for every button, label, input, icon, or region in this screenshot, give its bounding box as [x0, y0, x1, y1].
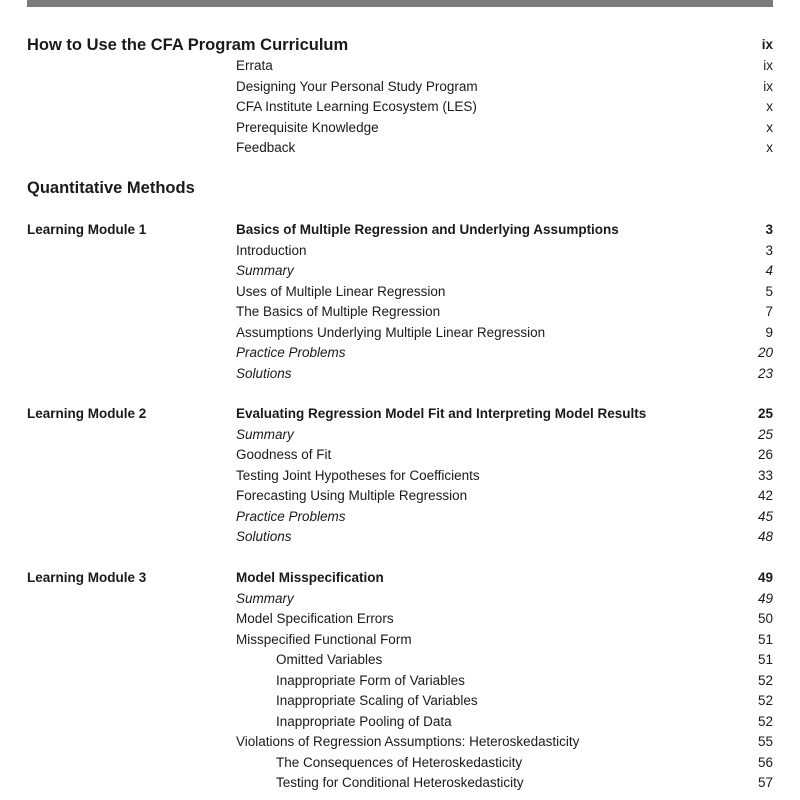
toc-entry-title[interactable]: Summary — [236, 427, 294, 442]
toc-entry-page: 52 — [757, 673, 773, 688]
toc-entry-title[interactable]: Testing Joint Hypotheses for Coefficients — [236, 468, 480, 483]
toc-entry-title[interactable]: Solutions — [236, 529, 292, 544]
toc-entry-title[interactable]: Goodness of Fit — [236, 447, 332, 462]
section-heading: Quantitative Methods — [27, 179, 195, 197]
toc-entry-page: 9 — [765, 325, 773, 340]
header-rule — [27, 0, 773, 7]
toc-entry-title[interactable]: CFA Institute Learning Ecosystem (LES) — [236, 99, 477, 114]
toc-subentry-title[interactable]: Omitted Variables — [276, 652, 383, 667]
module-title[interactable]: Evaluating Regression Model Fit and Interpreting Model Results — [236, 406, 647, 421]
toc-entry-page: 50 — [757, 611, 773, 626]
toc-subentry-title[interactable]: Testing for Conditional Heteroskedasticity — [276, 775, 524, 790]
toc-entry-page: 51 — [757, 632, 773, 647]
toc-entry-page: x — [766, 120, 773, 135]
toc-entry-title[interactable]: Forecasting Using Multiple Regression — [236, 488, 468, 503]
toc-entry-title[interactable]: Designing Your Personal Study Program — [236, 79, 478, 94]
module-page: 49 — [757, 570, 773, 585]
module-title[interactable]: Basics of Multiple Regression and Underlying Assumptions — [236, 222, 619, 237]
toc-entry-title[interactable]: Errata — [236, 58, 273, 73]
toc-entry-page: x — [766, 140, 773, 155]
module-page: 25 — [757, 406, 773, 421]
toc-entry-title[interactable]: Practice Problems — [236, 509, 346, 524]
toc-entry-page: 23 — [757, 366, 773, 381]
toc-entry-page: 48 — [757, 529, 773, 544]
toc-entry-page: 26 — [757, 447, 773, 462]
toc-entry-page: 55 — [757, 734, 773, 749]
toc-entry-page: 51 — [757, 652, 773, 667]
toc-entry-title[interactable]: Prerequisite Knowledge — [236, 120, 379, 135]
front-matter-page: ix — [761, 37, 773, 52]
toc-entry-page: 25 — [757, 427, 773, 442]
toc-entry-page: 33 — [757, 468, 773, 483]
toc-entry-title[interactable]: Summary — [236, 263, 294, 278]
toc-entry-page: 3 — [765, 243, 773, 258]
toc-entry-page: ix — [763, 79, 773, 94]
toc-entry-title[interactable]: Assumptions Underlying Multiple Linear Regression — [236, 325, 546, 340]
front-matter-title: How to Use the CFA Program Curriculum — [27, 36, 349, 54]
toc-subentry-title[interactable]: Inappropriate Scaling of Variables — [276, 693, 478, 708]
toc-entry-title[interactable]: Practice Problems — [236, 345, 346, 360]
module-title[interactable]: Model Misspecification — [236, 570, 384, 585]
toc-subentry-title[interactable]: Inappropriate Pooling of Data — [276, 714, 452, 729]
module-page: 3 — [765, 222, 773, 237]
toc-entry-page: 20 — [757, 345, 773, 360]
toc-entry-page: x — [766, 99, 773, 114]
toc-entry-page: 5 — [765, 284, 773, 299]
toc-entry-page: 4 — [765, 263, 773, 278]
toc-entry-page: 52 — [757, 714, 773, 729]
toc-entry-page: 56 — [757, 755, 773, 770]
toc-entry-page: 7 — [765, 304, 773, 319]
module-label: Learning Module 1 — [27, 222, 147, 237]
toc-subentry-title[interactable]: Inappropriate Form of Variables — [276, 673, 465, 688]
toc-entry-title[interactable]: Uses of Multiple Linear Regression — [236, 284, 446, 299]
toc-entry-title[interactable]: Violations of Regression Assumptions: Heteroskedasticity — [236, 734, 580, 749]
toc-entry-page: 49 — [757, 591, 773, 606]
module-label: Learning Module 3 — [27, 570, 147, 585]
toc-entry-page: 42 — [757, 488, 773, 503]
toc-entry-page: 45 — [757, 509, 773, 524]
toc-entry-title[interactable]: Solutions — [236, 366, 292, 381]
toc-entry-page: 57 — [757, 775, 773, 790]
toc-entry-title[interactable]: Feedback — [236, 140, 296, 155]
toc-subentry-title[interactable]: The Consequences of Heteroskedasticity — [276, 755, 523, 770]
toc-entry-page: 52 — [757, 693, 773, 708]
toc-entry-title[interactable]: The Basics of Multiple Regression — [236, 304, 441, 319]
toc-entry-title[interactable]: Summary — [236, 591, 294, 606]
toc-entry-title[interactable]: Misspecified Functional Form — [236, 632, 412, 647]
toc-entry-page: ix — [763, 58, 773, 73]
toc-entry-title[interactable]: Model Specification Errors — [236, 611, 394, 626]
toc-entry-title[interactable]: Introduction — [236, 243, 307, 258]
module-label: Learning Module 2 — [27, 406, 147, 421]
